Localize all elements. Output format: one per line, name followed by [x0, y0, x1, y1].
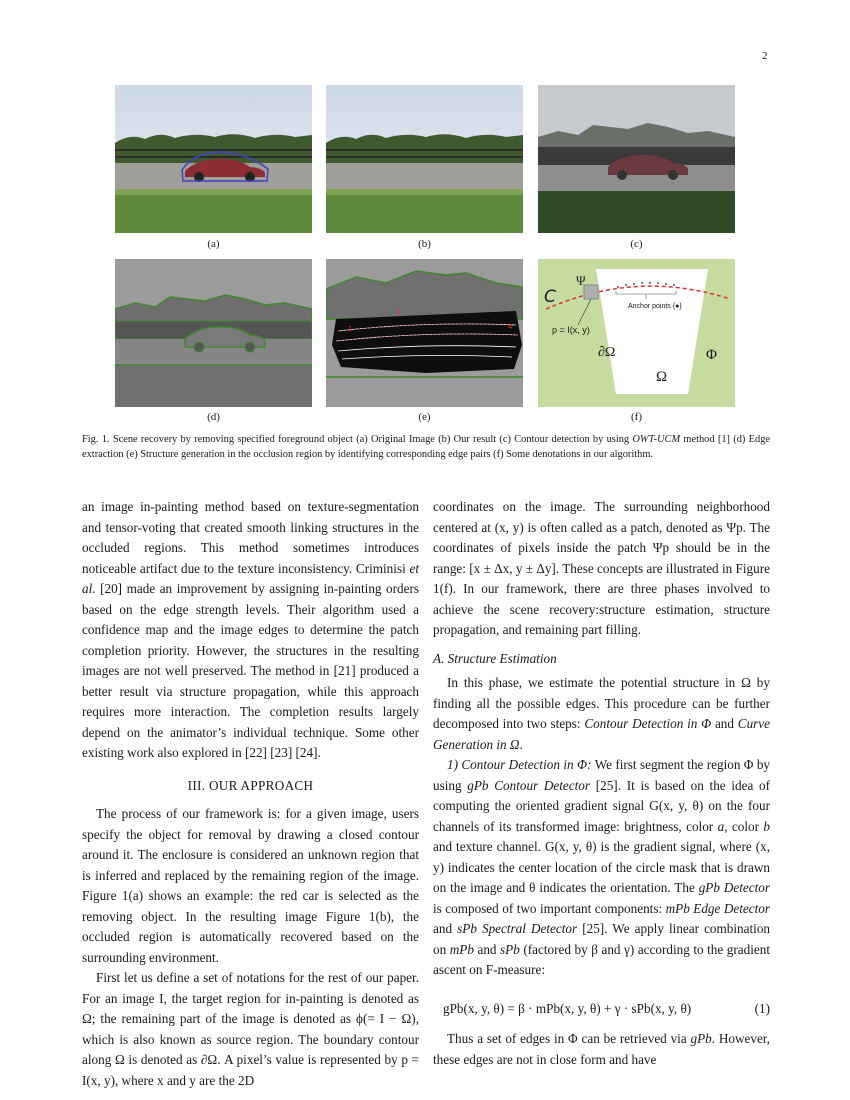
- text-run-italic: Contour Detection in Φ: [584, 716, 712, 731]
- text-run: and: [433, 921, 458, 936]
- panel-f-label: (f): [631, 411, 642, 423]
- paragraph-notation: First let us define a set of notations for the rest of our paper. For an image I, the target region for in-painting is denoted as Ω; the remaining part of the image is denoted as ϕ(= I − Ω), which is also known as source region. The boundary contour along Ω is denoted as ∂Ω. A pixel’s value is represented by p = I(x, y), where x and y are the 2D: [82, 970, 419, 1088]
- paragraph-structure-estimation: [433, 673, 770, 755]
- omega-label: Ω: [656, 369, 668, 385]
- text-run-italic: Curve Generation in Ω: [433, 716, 771, 752]
- text-run: In this phase, we estimate the potential structure in Ω by finding all the possible edges. This procedure can be further decomposed into two steps:: [433, 675, 770, 731]
- figure-panel-f: [538, 259, 735, 407]
- figure-panel-b: [326, 85, 523, 233]
- pixel-p-label: p = I(x, y): [552, 325, 590, 335]
- text-run-italic: gPb Detector: [698, 880, 770, 895]
- svg-text:1: 1: [348, 325, 353, 333]
- caption-text-1: Fig. 1. Scene recovery by removing specified foreground object (a) Original Image (b) Our result (c) Contour detection by using: [82, 434, 633, 445]
- text-run: [20] made an improvement by assigning in-painting orders based on the edge strength levels. Their algorithm used a confidence map and the image edges to determine the patch completion priority. However, the structures in the resulting images are not well preserved. The method in [21] produced a better result via structure propagation, while this approach requires more interaction. The completion results largely depend on the animator’s individual technique. Some other existing work also explored in [22] [23] [24].: [82, 581, 419, 760]
- text-run: (factored by β and γ) according to the gradient ascent on F-measure:: [433, 941, 770, 977]
- figure-panel-d: [115, 259, 312, 407]
- figure-panel-c: [538, 85, 735, 233]
- text-run-italic: b: [763, 818, 770, 834]
- paragraph-edges: [433, 1029, 770, 1070]
- text-run: [25]. We apply linear combination on: [433, 921, 771, 957]
- text-run-italic: gPb: [690, 1031, 712, 1046]
- figure-caption: [82, 432, 770, 462]
- page-number: 2: [762, 50, 768, 62]
- panel-b-label: (b): [418, 238, 431, 250]
- text-run-italic: et al.: [82, 560, 419, 596]
- text-run: and: [473, 941, 501, 957]
- equation-number: (1): [754, 1000, 770, 1016]
- equation-body: gPb(x, y, θ) = β · mPb(x, y, θ) + γ · sPb(x, y, θ): [443, 1000, 692, 1016]
- text-run: [25]. It is based on the idea of computing the oriented gradient signal G(x, y, θ) on the four channels of its transformed image: brightness, color: [433, 777, 770, 834]
- paragraph-patch: coordinates on the image. The surrounding neighborhood centered at (x, y) is often called as a patch, denoted as Ψp. The coordinates of pixels inside the patch Ψp should be in the range: [x ± Δx, y ± Δy]. These concepts are illustrated in Figure 1(f). In our framework, there are three phases involved to achieve the scene recovery:structure estimation, structure propagation, and remaining part filling.: [433, 499, 770, 637]
- subsection-heading: A. Structure Estimation: [433, 650, 557, 666]
- left-column: [82, 497, 419, 1091]
- text-run: Thus a set of edges in Φ can be retrieved via: [447, 1031, 691, 1046]
- svg-text:1: 1: [396, 308, 401, 316]
- equation-1: [443, 999, 770, 1020]
- contour-c-label: C: [544, 287, 556, 307]
- anchor-points-label: Anchor points {●}: [628, 303, 682, 310]
- figure-panel-e: [326, 259, 523, 407]
- caption-text-2: method [1] (d) Edge extraction (e) Structure generation in the occlusion region by identifying corresponding edge pairs (f) Some denotations in our algorithm.: [82, 434, 771, 460]
- text-run: . However, these edges are not in close form and have: [433, 1031, 770, 1067]
- section-heading: III. OUR APPROACH: [187, 777, 314, 793]
- figure-panel-a: [115, 85, 312, 233]
- text-run-italic: a: [717, 818, 725, 834]
- panel-c-label: (c): [630, 238, 643, 250]
- paragraph-heading-italic: 1) Contour Detection in Φ:: [447, 757, 592, 772]
- panel-d-label: (d): [207, 411, 220, 423]
- phi-label: Φ: [706, 347, 717, 363]
- right-column: [433, 497, 770, 1070]
- text-run: and: [711, 716, 738, 731]
- paragraph-contour-detection: [433, 755, 770, 981]
- panel-e-label: (e): [418, 411, 431, 423]
- paragraph-framework: The process of our framework is: for a given image, users specify the object for removal by drawing a closed contour around it. The enclosure is considered an unknown region that is inferred and replaced by the remaining region of the image. Figure 1(a) shows an example: the red car is selected as the removing object. In the resulting image Figure 1(b), the occluded region is automatically recovered based on the surrounding environment.: [82, 806, 419, 965]
- boundary-label: ∂Ω: [598, 345, 616, 360]
- text-run-italic: gPb Contour Detector: [467, 777, 591, 793]
- svg-text:4: 4: [508, 323, 513, 331]
- text-run: .: [519, 736, 523, 752]
- paragraph-related-work: [82, 497, 419, 764]
- caption-method-name: OWT-UCM: [632, 434, 681, 445]
- text-run: , color: [724, 818, 764, 834]
- text-run: an image in-painting method based on texture-segmentation and tensor-voting that created smooth linking structures in the occluded regions. This method sometimes introduces noticeable artifact due to the texture inconsistency. Criminisi: [82, 499, 419, 576]
- text-run-italic: mPb: [449, 941, 474, 957]
- text-run: and texture channel. G(x, y, θ) is the gradient signal, where (x, y) indicates the center location of the circle mask that is drawn on the image and θ indicates the orientation. The: [433, 839, 770, 895]
- text-run-italic: mPb Edge Detector: [665, 900, 771, 916]
- text-run: is composed of two important components:: [433, 900, 666, 916]
- text-run-italic: sPb Spectral Detector: [457, 921, 578, 936]
- psi-label: Ψ: [576, 273, 586, 288]
- text-run-italic: sPb: [500, 941, 520, 957]
- text-run: We first segment the region Φ by using: [433, 757, 771, 793]
- panel-a-label: (a): [207, 238, 220, 250]
